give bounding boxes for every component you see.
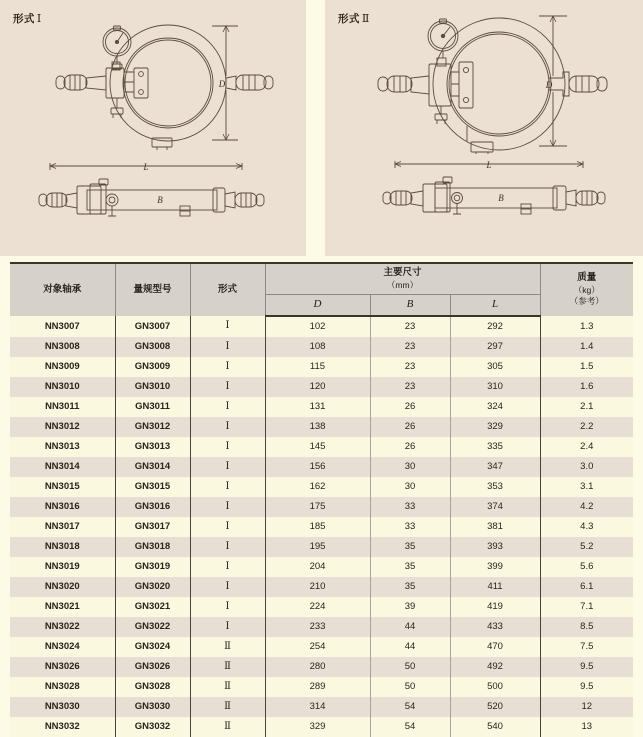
cell-l: 381 <box>450 517 540 537</box>
cell-gauge: GN3015 <box>115 477 190 497</box>
cell-type: Ⅱ <box>190 697 265 717</box>
cell-type: Ⅰ <box>190 597 265 617</box>
cell-d: 224 <box>265 597 370 617</box>
table-row <box>10 417 633 437</box>
cell-d: 280 <box>265 657 370 677</box>
cell-gauge: GN3019 <box>115 557 190 577</box>
dimensions-group-unit: （mm） <box>386 279 419 290</box>
cell-b: 54 <box>370 717 450 737</box>
cell-d: 185 <box>265 517 370 537</box>
cell-b: 33 <box>370 517 450 537</box>
panel-title-label: 形式 <box>338 13 360 25</box>
mass-label: 质量 <box>577 272 597 284</box>
cell-type: Ⅰ <box>190 617 265 637</box>
cell-bearing: NN3030 <box>10 697 115 717</box>
table-row <box>10 577 633 597</box>
front-view-drawing-type-2 <box>363 14 625 154</box>
cell-gauge: GN3016 <box>115 497 190 517</box>
side-view-drawing-type-2 <box>373 160 623 230</box>
cell-bearing: NN3008 <box>10 337 115 357</box>
cell-gauge: GN3024 <box>115 637 190 657</box>
cell-bearing: NN3015 <box>10 477 115 497</box>
table-row <box>10 597 633 617</box>
table-row <box>10 657 633 677</box>
cell-l: 470 <box>450 637 540 657</box>
cell-d: 162 <box>265 477 370 497</box>
cell-b: 26 <box>370 437 450 457</box>
table-row <box>10 437 633 457</box>
cell-d: 108 <box>265 337 370 357</box>
cell-gauge: GN3010 <box>115 377 190 397</box>
cell-mass: 1.4 <box>540 337 633 357</box>
cell-bearing: NN3016 <box>10 497 115 517</box>
cell-type: Ⅰ <box>190 337 265 357</box>
cell-mass: 8.5 <box>540 617 633 637</box>
cell-l: 540 <box>450 717 540 737</box>
cell-l: 374 <box>450 497 540 517</box>
cell-b: 50 <box>370 677 450 697</box>
cell-b: 54 <box>370 697 450 717</box>
cell-b: 44 <box>370 617 450 637</box>
cell-l: 305 <box>450 357 540 377</box>
table-row <box>10 316 633 337</box>
cell-b: 23 <box>370 337 450 357</box>
cell-type: Ⅰ <box>190 477 265 497</box>
cell-b: 23 <box>370 316 450 337</box>
cell-type: Ⅰ <box>190 316 265 337</box>
cell-mass: 2.1 <box>540 397 633 417</box>
cell-bearing: NN3026 <box>10 657 115 677</box>
cell-l: 297 <box>450 337 540 357</box>
front-view-drawing-type-1 <box>40 20 290 150</box>
cell-mass: 12 <box>540 697 633 717</box>
dimension-label-d: D <box>545 80 553 90</box>
cell-l: 353 <box>450 477 540 497</box>
cell-mass: 1.6 <box>540 377 633 397</box>
panel-title-label: 形式 <box>13 13 35 25</box>
cell-type: Ⅰ <box>190 377 265 397</box>
cell-gauge: GN3008 <box>115 337 190 357</box>
cell-l: 411 <box>450 577 540 597</box>
cell-bearing: NN3012 <box>10 417 115 437</box>
table-row <box>10 517 633 537</box>
cell-l: 310 <box>450 377 540 397</box>
dimension-label-d: D <box>218 79 226 89</box>
cell-gauge: GN3011 <box>115 397 190 417</box>
cell-d: 254 <box>265 637 370 657</box>
cell-bearing: NN3011 <box>10 397 115 417</box>
cell-bearing: NN3009 <box>10 357 115 377</box>
cell-bearing: NN3032 <box>10 717 115 737</box>
cell-mass: 9.5 <box>540 657 633 677</box>
cell-d: 175 <box>265 497 370 517</box>
cell-b: 23 <box>370 357 450 377</box>
cell-mass: 1.5 <box>540 357 633 377</box>
cell-l: 393 <box>450 537 540 557</box>
cell-b: 39 <box>370 597 450 617</box>
table-row <box>10 677 633 697</box>
cell-bearing: NN3021 <box>10 597 115 617</box>
cell-type: Ⅰ <box>190 497 265 517</box>
table-row <box>10 697 633 717</box>
cell-bearing: NN3014 <box>10 457 115 477</box>
table-row <box>10 637 633 657</box>
cell-d: 156 <box>265 457 370 477</box>
side-view-drawing-type-1 <box>30 162 280 232</box>
panel-title-roman: Ⅰ <box>36 13 42 25</box>
col-header-mass <box>540 263 633 316</box>
cell-b: 26 <box>370 397 450 417</box>
cell-d: 329 <box>265 717 370 737</box>
cell-l: 520 <box>450 697 540 717</box>
cell-d: 120 <box>265 377 370 397</box>
table-row <box>10 457 633 477</box>
cell-type: Ⅰ <box>190 357 265 377</box>
cell-d: 289 <box>265 677 370 697</box>
cell-d: 131 <box>265 397 370 417</box>
cell-b: 30 <box>370 477 450 497</box>
dimension-label-l: L <box>143 162 149 172</box>
cell-mass: 5.6 <box>540 557 633 577</box>
cell-mass: 5.2 <box>540 537 633 557</box>
cell-d: 115 <box>265 357 370 377</box>
dimension-label-b: B <box>157 195 163 205</box>
col-header-gauge: 量规型号 <box>115 263 190 316</box>
cell-l: 292 <box>450 316 540 337</box>
cell-type: Ⅰ <box>190 557 265 577</box>
cell-type: Ⅰ <box>190 517 265 537</box>
panel-title-roman: Ⅱ <box>361 13 370 25</box>
cell-type: Ⅱ <box>190 677 265 697</box>
cell-type: Ⅰ <box>190 577 265 597</box>
cell-type: Ⅰ <box>190 457 265 477</box>
mass-note: （参考） <box>569 296 604 307</box>
diagram-panel-type-2 <box>325 0 643 256</box>
cell-gauge: GN3014 <box>115 457 190 477</box>
cell-bearing: NN3007 <box>10 316 115 337</box>
cell-l: 347 <box>450 457 540 477</box>
col-header-l: L <box>450 295 540 316</box>
col-header-bearing: 对象轴承 <box>10 263 115 316</box>
cell-mass: 4.3 <box>540 517 633 537</box>
cell-d: 102 <box>265 316 370 337</box>
table-row <box>10 357 633 377</box>
cell-mass: 3.0 <box>540 457 633 477</box>
cell-bearing: NN3017 <box>10 517 115 537</box>
cell-l: 399 <box>450 557 540 577</box>
cell-bearing: NN3018 <box>10 537 115 557</box>
cell-gauge: GN3017 <box>115 517 190 537</box>
cell-gauge: GN3012 <box>115 417 190 437</box>
panel-title-type-1 <box>13 11 42 26</box>
cell-l: 419 <box>450 597 540 617</box>
cell-gauge: GN3026 <box>115 657 190 677</box>
cell-bearing: NN3022 <box>10 617 115 637</box>
table-row <box>10 617 633 637</box>
cell-type: Ⅰ <box>190 417 265 437</box>
cell-type: Ⅰ <box>190 537 265 557</box>
cell-mass: 13 <box>540 717 633 737</box>
cell-mass: 6.1 <box>540 577 633 597</box>
cell-b: 35 <box>370 537 450 557</box>
table-row <box>10 477 633 497</box>
cell-type: Ⅱ <box>190 717 265 737</box>
cell-b: 33 <box>370 497 450 517</box>
table-row <box>10 557 633 577</box>
cell-mass: 9.5 <box>540 677 633 697</box>
cell-bearing: NN3028 <box>10 677 115 697</box>
cell-b: 30 <box>370 457 450 477</box>
cell-l: 324 <box>450 397 540 417</box>
cell-mass: 2.2 <box>540 417 633 437</box>
cell-b: 26 <box>370 417 450 437</box>
cell-bearing: NN3010 <box>10 377 115 397</box>
cell-type: Ⅱ <box>190 637 265 657</box>
cell-l: 329 <box>450 417 540 437</box>
table-row <box>10 537 633 557</box>
cell-mass: 7.5 <box>540 637 633 657</box>
cell-type: Ⅰ <box>190 437 265 457</box>
cell-type: Ⅱ <box>190 657 265 677</box>
cell-bearing: NN3019 <box>10 557 115 577</box>
diagram-strip <box>0 0 643 256</box>
cell-gauge: GN3021 <box>115 597 190 617</box>
cell-b: 23 <box>370 377 450 397</box>
cell-gauge: GN3032 <box>115 717 190 737</box>
col-header-type: 形式 <box>190 263 265 316</box>
cell-d: 195 <box>265 537 370 557</box>
cell-mass: 4.2 <box>540 497 633 517</box>
cell-d: 233 <box>265 617 370 637</box>
table-row <box>10 717 633 737</box>
cell-gauge: GN3007 <box>115 316 190 337</box>
cell-b: 44 <box>370 637 450 657</box>
cell-gauge: GN3020 <box>115 577 190 597</box>
cell-gauge: GN3022 <box>115 617 190 637</box>
cell-l: 492 <box>450 657 540 677</box>
dimensions-group-label: 主要尺寸 <box>383 267 422 278</box>
table-row <box>10 397 633 417</box>
mass-unit: （kg） <box>573 285 600 295</box>
table-row <box>10 377 633 397</box>
table-row <box>10 337 633 357</box>
cell-d: 314 <box>265 697 370 717</box>
cell-type: Ⅰ <box>190 397 265 417</box>
cell-l: 433 <box>450 617 540 637</box>
cell-gauge: GN3028 <box>115 677 190 697</box>
table-header <box>10 263 633 316</box>
cell-l: 500 <box>450 677 540 697</box>
cell-mass: 3.1 <box>540 477 633 497</box>
cell-gauge: GN3030 <box>115 697 190 717</box>
cell-d: 210 <box>265 577 370 597</box>
cell-mass: 7.1 <box>540 597 633 617</box>
cell-mass: 2.4 <box>540 437 633 457</box>
cell-bearing: NN3013 <box>10 437 115 457</box>
dimension-label-l: L <box>486 160 492 170</box>
table-row <box>10 497 633 517</box>
cell-d: 204 <box>265 557 370 577</box>
cell-gauge: GN3009 <box>115 357 190 377</box>
dimension-label-b: B <box>498 193 504 203</box>
cell-d: 145 <box>265 437 370 457</box>
cell-l: 335 <box>450 437 540 457</box>
cell-b: 35 <box>370 557 450 577</box>
col-header-dimensions-group <box>265 263 540 295</box>
diagram-panel-type-1 <box>0 0 306 256</box>
col-header-b: B <box>370 295 450 316</box>
cell-bearing: NN3024 <box>10 637 115 657</box>
cell-gauge: GN3018 <box>115 537 190 557</box>
cell-b: 35 <box>370 577 450 597</box>
cell-mass: 1.3 <box>540 316 633 337</box>
table-body <box>10 316 633 737</box>
spec-table-container <box>0 256 643 737</box>
cell-gauge: GN3013 <box>115 437 190 457</box>
bearing-gauge-spec-table <box>10 262 633 737</box>
cell-b: 50 <box>370 657 450 677</box>
col-header-d: D <box>265 295 370 316</box>
cell-bearing: NN3020 <box>10 577 115 597</box>
cell-d: 138 <box>265 417 370 437</box>
